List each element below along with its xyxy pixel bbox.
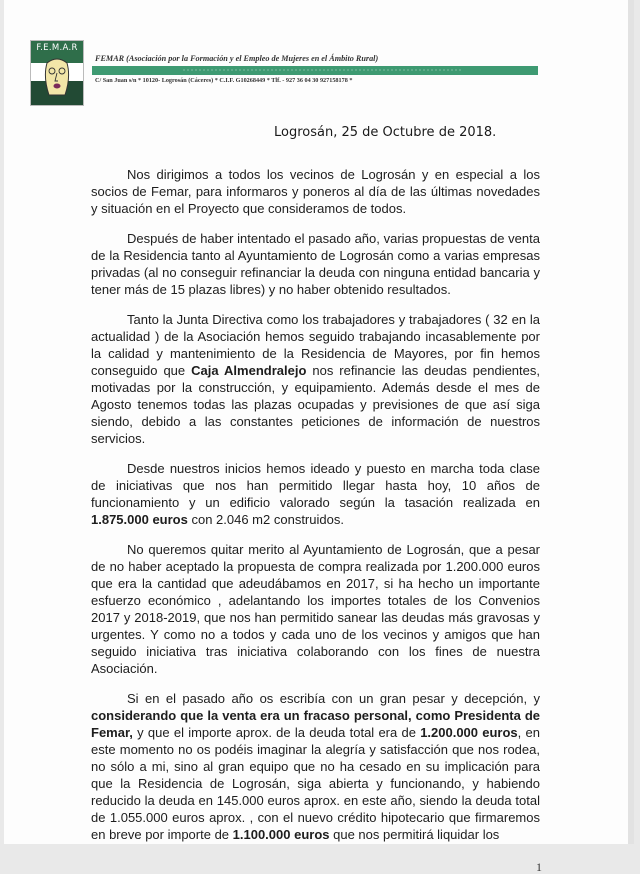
paragraph-2 <box>91 230 540 298</box>
paragraph-6-part-c: y que el importe aprox. de la deuda total era de <box>132 725 421 740</box>
document-page <box>4 0 634 874</box>
paragraph-6-text <box>91 690 540 843</box>
paragraph-6-part-a: Si en el pasado año os escribía con un gran pesar y decepción, y <box>127 691 540 706</box>
paragraph-2-text: Después de haber intentado el pasado año, varias propuestas de venta de la Residencia tanto al Ayuntamiento de Logrosán como a varias empresas privadas (al no conseguir refinanciar la deuda con ninguna entidad bancaria y tener más de 15 plazas libres) y no haber obtenido resultados. <box>91 231 540 297</box>
paragraph-3-part-a: Tanto la Junta Directiva como los trabajadores y trabajadores ( 32 en la actualidad ) de la Asociación hemos seguido trabajando incasablemente por la calidad y mantenimiento de la Residencia de Mayores, por fin hemos conseguido que <box>91 312 540 378</box>
letter-date: Logrosán, 25 de Octubre de 2018. <box>274 125 497 140</box>
paragraph-5-text: No queremos quitar merito al Ayuntamiento de Logrosán, que a pesar de no haber aceptado la propuesta de compra realizada por 1.200.000 euros que era la cantidad que adeudábamos en 2017, si ha hecho un importante esfuerzo económico , adelantando los importes totales de los Convenios 2017 y 2018-2019, que nos han permitido sanear las deudas más gravosas y urgentes. Y como no a todos y cada uno de los vecinos y amigos que han seguido iniciativa tras iniciativa colaborando con los fines de nuestra Asociación. <box>91 542 540 676</box>
logo-text: F.E.M.A.R <box>36 43 78 53</box>
organization-name: FEMAR (Asociación por la Formación y el Empleo de Mujeres en el Ámbito Rural) <box>95 54 379 63</box>
paragraph-5 <box>91 541 540 677</box>
woman-face-icon <box>41 55 73 101</box>
paragraph-3-text <box>91 311 540 447</box>
paragraph-3 <box>91 311 540 447</box>
valuation-amount-bold: 1.875.000 euros <box>91 512 188 527</box>
paragraph-4 <box>91 460 540 528</box>
paragraph-1 <box>91 166 540 217</box>
total-debt-amount-bold: 1.200.000 euros <box>420 725 518 740</box>
personal-failure-statement-bold: considerando que la venta era un fracaso personal, como Presidenta de Femar, <box>91 708 540 740</box>
letter-body <box>91 166 540 856</box>
femar-logo <box>30 40 84 106</box>
paragraph-6-part-g: que nos permitirá liquidar los <box>329 827 500 842</box>
paragraph-4-text <box>91 460 540 528</box>
paragraph-1-text: Nos dirigimos a todos los vecinos de Logrosán y en especial a los socios de Femar, para informaros y poneros al día de las últimas novedades y situación en el Proyecto que consideramos de todos. <box>91 167 540 216</box>
paragraph-4-part-a: Desde nuestros inicios hemos ideado y puesto en marcha toda clase de iniciativas que nos han permitido llegar hasta hoy, 10 años de funcionamiento y un edificio valorado según la tasación realizada en <box>91 461 540 510</box>
page-number: 1 <box>536 860 542 874</box>
paragraph-6 <box>91 690 540 843</box>
organization-address: C/ San Juan s/n * 10120- Logrosán (Cáceres) * C.I.F. G10268449 * Tlf. - 927 36 04 30 927158178 * <box>95 77 353 84</box>
bank-name-bold: Caja Almendralejo <box>191 363 307 378</box>
paragraph-6-part-e: , en este momento no os podéis imaginar la alegría y satisfacción que nos rodea, no sólo a mi, sino al gran equipo que no ha cesado en su implicación para que la Residencia de Logrosán, siga abierta y funcionando, y habiendo reducido la deuda en 145.000 euros aprox. en este año, siendo la deuda total de 1.055.000 euros aprox. , con el nuevo crédito hipotecario que firmaremos en breve por importe de <box>91 725 540 842</box>
page-edge-shadow <box>628 0 634 844</box>
new-credit-amount-bold: 1.100.000 euros <box>232 827 330 842</box>
paragraph-3-part-c: nos refinancie las deudas pendientes, motivadas por la construcción, y equipamiento. Además desde el mes de Agosto tenemos todas las plazas ocupadas y previsiones de que así siga siendo, debido a las constantes peticiones de información de nuestros servicios. <box>91 363 540 446</box>
letterhead-divider-bar <box>92 66 538 75</box>
paragraph-4-part-c: con 2.046 m2 construidos. <box>187 512 344 527</box>
